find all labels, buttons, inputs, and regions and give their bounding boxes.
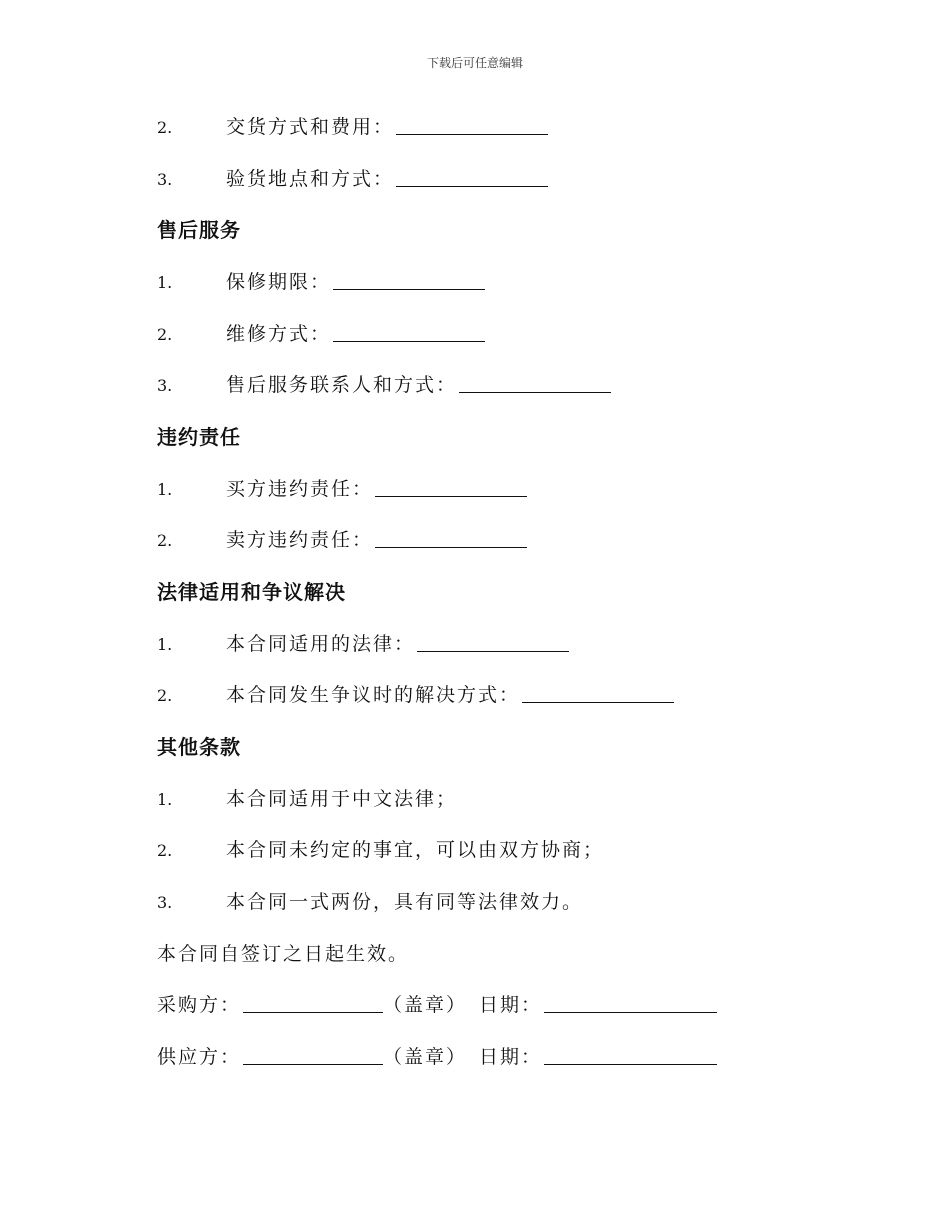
buyer-name-blank[interactable] [243, 992, 383, 1013]
item-text: 验货地点和方式： [226, 168, 395, 190]
item-text: 买方违约责任： [226, 478, 374, 500]
after-sales-item-1 [157, 267, 485, 297]
law-item-1 [157, 629, 569, 659]
law-item-2 [157, 680, 674, 710]
item-text: 保修期限： [226, 271, 332, 293]
section-heading-breach: 违约责任 [157, 425, 241, 449]
page-header: 下载后可任意编辑 [426, 56, 523, 70]
item-text: 本合同适用于中文法律； [226, 788, 458, 810]
item-text: 卖方违约责任： [226, 529, 374, 551]
item-text: 售后服务联系人和方式： [226, 374, 458, 396]
after-sales-item-2 [157, 319, 485, 349]
item-text: 本合同未约定的事宜，可以由双方协商； [226, 839, 605, 861]
date-label: 日期： [479, 1046, 543, 1068]
item-number: 2. [157, 686, 173, 705]
fill-in-blank[interactable] [333, 321, 485, 342]
fill-in-blank[interactable] [375, 476, 527, 497]
breach-item-1 [157, 474, 527, 504]
fill-in-blank[interactable] [417, 631, 569, 652]
item-number: 2. [157, 325, 173, 344]
item-number: 3. [157, 170, 173, 189]
item-text: 本合同适用的法律： [226, 633, 416, 655]
item-text: 本合同一式两份，具有同等法律效力。 [226, 891, 584, 913]
breach-item-2 [157, 525, 527, 555]
fill-in-blank[interactable] [333, 269, 485, 290]
fill-in-blank[interactable] [522, 682, 674, 703]
item-text: 交货方式和费用： [226, 116, 395, 138]
item-text: 本合同发生争议时的解决方式： [226, 684, 521, 706]
supplier-date-blank[interactable] [544, 1044, 717, 1065]
fill-in-blank[interactable] [396, 166, 548, 187]
item-number: 3. [157, 893, 173, 912]
section-heading-law: 法律适用和争议解决 [157, 580, 346, 604]
item-number: 1. [157, 635, 173, 654]
section-heading-after-sales: 售后服务 [157, 218, 241, 242]
other-item-2 [157, 835, 604, 865]
fill-in-blank[interactable] [459, 372, 611, 393]
date-label: 日期： [479, 994, 543, 1016]
item-number: 2. [157, 841, 173, 860]
delivery-item-2 [157, 112, 548, 142]
buyer-date-blank[interactable] [544, 992, 717, 1013]
item-number: 1. [157, 480, 173, 499]
item-number: 3. [157, 376, 173, 395]
supplier-signature-row [157, 1042, 717, 1072]
buyer-signature-row [157, 990, 717, 1020]
supplier-name-blank[interactable] [243, 1044, 383, 1065]
item-number: 1. [157, 273, 173, 292]
item-number: 1. [157, 790, 173, 809]
item-text: 维修方式： [226, 323, 332, 345]
item-number: 2. [157, 531, 173, 550]
supplier-label: 供应方： [157, 1046, 242, 1068]
delivery-item-3 [157, 164, 548, 194]
section-heading-other: 其他条款 [157, 735, 241, 759]
other-item-3 [157, 887, 583, 917]
buyer-label: 采购方： [157, 994, 242, 1016]
other-item-1 [157, 784, 457, 814]
after-sales-item-3 [157, 370, 611, 400]
seal-label: （盖章） [383, 1046, 468, 1068]
item-number: 2. [157, 118, 173, 137]
effective-clause: 本合同自签订之日起生效。 [157, 943, 410, 965]
seal-label: （盖章） [383, 994, 468, 1016]
fill-in-blank[interactable] [396, 114, 548, 135]
fill-in-blank[interactable] [375, 527, 527, 548]
